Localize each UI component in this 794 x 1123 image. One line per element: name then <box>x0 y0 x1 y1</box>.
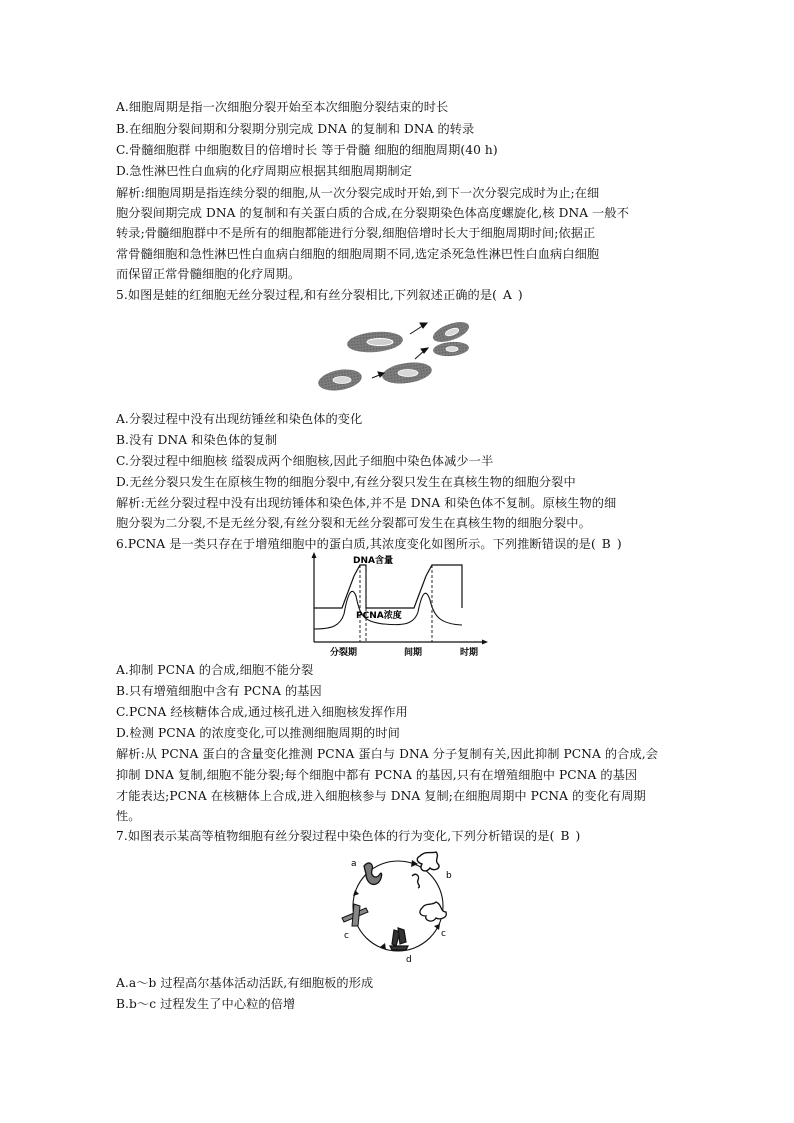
label-d: d <box>406 955 412 965</box>
q4-option-c: C.骨髓细胞群 中细胞数目的倍增时长 等于骨髓 细胞的细胞周期(40 h) <box>116 143 498 157</box>
chromosome-cycle-figure <box>336 846 460 968</box>
q4-analysis-line: 解析:细胞周期是指连续分裂的细胞,从一次分裂完成时开始,到下一次分裂完成时为止;在细 <box>116 186 600 200</box>
q5-analysis-line: 胞分裂为二分裂,不是无丝分裂,有丝分裂和无丝分裂都可发生在真核生物的细胞分裂中。 <box>116 516 591 530</box>
label-b: b <box>446 871 452 881</box>
chromosome-a <box>364 863 382 884</box>
q6-option-c: C.PCNA 经核糖体合成,通过核孔进入细胞核发挥作用 <box>116 705 408 719</box>
q5-analysis-line: 解析:无丝分裂过程中没有出现纺锤体和染色体,并不是 DNA 和染色体不复制。原核生物的细 <box>116 496 617 510</box>
dna-content-line <box>314 565 462 608</box>
x-axis-arrow <box>482 640 488 645</box>
q6-option-d: D.检测 PCNA 的浓度变化,可以推测细胞周期的时间 <box>116 726 400 740</box>
q6-stem-text: 6.PCNA 是一类只存在于增殖细胞中的蛋白质,其浓度变化如图所示。下列推断错误的是( <box>116 537 596 551</box>
q6-stem-close: ) <box>616 537 622 551</box>
q5-stem-close: ) <box>517 288 523 302</box>
chromosome-b <box>417 852 439 871</box>
x-label-period: 时期 <box>460 648 479 658</box>
x-label-interphase: 间期 <box>404 648 423 658</box>
q4-analysis-line: 胞分裂间期完成 DNA 的复制和有关蛋白质的合成,在分裂期染色体高度螺旋化,核 DNA 一般不 <box>116 206 629 220</box>
q5-stem-text: 5.如图是蛙的红细胞无丝分裂过程,和有丝分裂相比,下列叙述正确的是( <box>116 288 497 302</box>
frog-erythrocyte-amitosis-figure <box>312 312 472 398</box>
q7-option-a: A.a～b 过程高尔基体活动活跃,有细胞板的形成 <box>116 976 374 990</box>
q5-stem <box>116 285 523 305</box>
q6-stem <box>116 534 622 554</box>
pcna-dna-chart <box>304 552 490 660</box>
label-c-right: c <box>441 929 446 939</box>
pcna-label: PCNA浓度 <box>356 611 402 621</box>
q6-option-a: A.抑制 PCNA 的合成,细胞不能分裂 <box>116 663 314 677</box>
dna-label: DNA含量 <box>353 556 393 566</box>
q5-answer: A <box>502 288 512 302</box>
chromosome-d <box>390 928 408 950</box>
q5-option-b: B.没有 DNA 和染色体的复制 <box>116 433 278 447</box>
q6-option-b: B.只有增殖细胞中含有 PCNA 的基因 <box>116 684 322 698</box>
q4-option-d: D.急性淋巴性白血病的化疗周期应根据其细胞周期制定 <box>116 164 413 178</box>
q5-option-c: C.分裂过程中细胞核 缢裂成两个细胞核,因此子细胞中染色体减少一半 <box>116 454 494 468</box>
q7-stem-text: 7.如图表示某高等植物细胞有丝分裂过程中染色体的行为变化,下列分析错误的是( <box>116 829 555 843</box>
chromosome-c-right <box>420 902 446 921</box>
q6-analysis-line: 性。 <box>116 809 141 823</box>
label-a: a <box>351 859 357 869</box>
q4-analysis-line: 转录;骨髓细胞群中不是所有的细胞都能进行分裂,细胞倍增时长大于细胞周期时间;依据正 <box>116 226 596 240</box>
q7-answer: B <box>560 829 570 843</box>
q4-analysis-line: 常骨髓细胞和急性淋巴性白血病白细胞的细胞周期不同,选定杀死急性淋巴性白血病白细胞 <box>116 247 600 261</box>
q7-stem-close: ) <box>575 829 581 843</box>
q6-analysis-line: 解析:从 PCNA 蛋白的含量变化推测 PCNA 蛋白与 DNA 分子复制有关,因此抑制 PCNA 的合成,会 <box>116 747 658 761</box>
q6-analysis-line: 才能表达;PCNA 在核糖体上合成,进入细胞核参与 DNA 复制;在细胞周期中 PCNA 的变化有周期 <box>116 789 646 803</box>
q7-option-b: B.b～c 过程发生了中心粒的倍增 <box>116 997 296 1011</box>
y-axis-arrow <box>312 552 317 558</box>
q7-stem <box>116 826 580 846</box>
q5-option-d: D.无丝分裂只发生在原核生物的细胞分裂中,有丝分裂只发生在真核生物的细胞分裂中 <box>116 475 576 489</box>
chromosome-c-left <box>342 904 368 926</box>
q4-analysis-line: 而保留正常骨髓细胞的化疗周期。 <box>116 267 301 281</box>
q5-option-a: A.分裂过程中没有出现纺锤丝和染色体的变化 <box>116 412 363 426</box>
q4-option-a: A.细胞周期是指一次细胞分裂开始至本次细胞分裂结束的时长 <box>116 100 449 114</box>
q6-answer: B <box>601 537 611 551</box>
label-c-left: c <box>344 931 349 941</box>
x-label-mitosis: 分裂期 <box>330 648 358 658</box>
q4-option-b: B.在细胞分裂间期和分裂期分别完成 DNA 的复制和 DNA 的转录 <box>116 122 475 136</box>
q6-analysis-line: 抑制 DNA 复制,细胞不能分裂;每个细胞中都有 PCNA 的基因,只有在增殖细胞中 PCNA 的基因 <box>116 768 638 782</box>
